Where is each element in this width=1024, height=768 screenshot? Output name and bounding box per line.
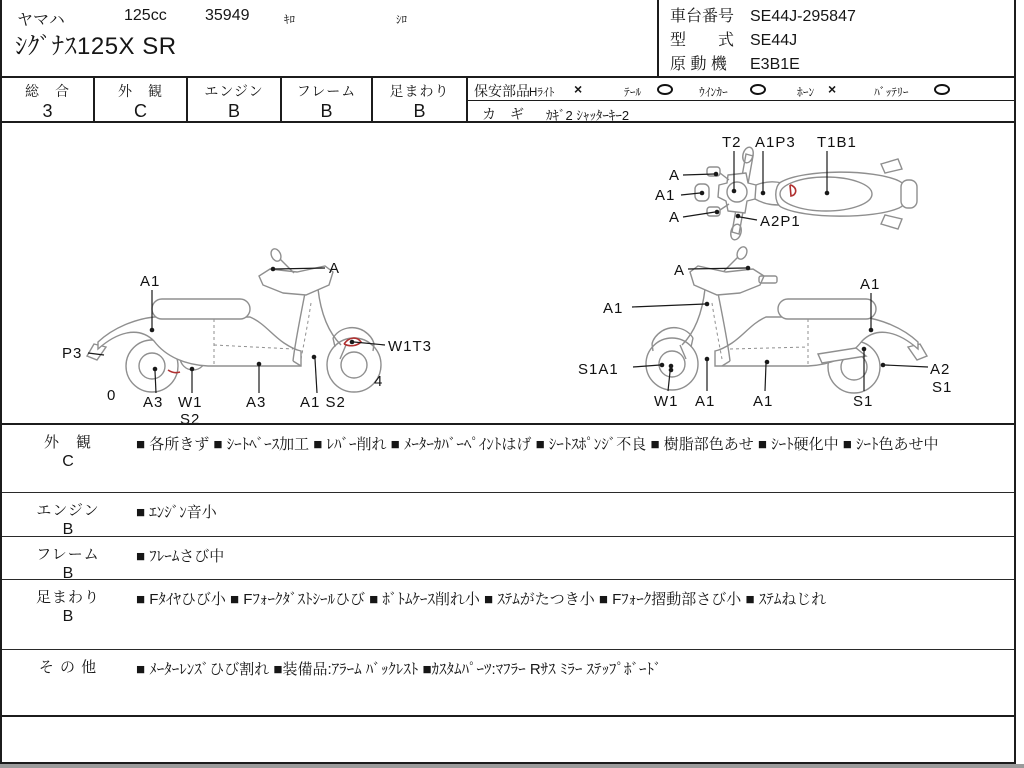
header	[2, 0, 1014, 78]
svg-text:A1: A1	[655, 187, 676, 204]
engine-value: E3B1E	[750, 56, 800, 73]
grade-undercarriage-label: 足まわり	[389, 83, 450, 99]
svg-text:A1: A1	[753, 393, 774, 410]
headlight-mark: ×	[574, 81, 583, 97]
chassis-label: 車台番号	[670, 8, 735, 25]
maker: ヤマハ	[17, 12, 65, 29]
grade-row	[2, 78, 1014, 123]
grade-engine	[188, 78, 282, 123]
diagram-canvas	[2, 123, 1014, 423]
svg-text:S1A1: S1A1	[578, 361, 619, 378]
chassis-row	[670, 5, 856, 29]
row-label: そ の 他	[38, 659, 98, 676]
grade-frame-label: フレーム	[296, 83, 357, 99]
row-label: 外 観	[43, 434, 92, 451]
svg-text:A: A	[674, 262, 686, 279]
row-grade: B	[62, 608, 74, 625]
model-name: ｼｸﾞﾅｽ125X SR	[15, 33, 177, 60]
row-grade: B	[62, 565, 74, 582]
horn-mark: ×	[828, 81, 837, 97]
svg-text:A1P3: A1P3	[755, 134, 796, 151]
vehicle-id-block	[670, 5, 856, 77]
row-grade: B	[62, 521, 74, 538]
grade-overall-label: 総 合	[25, 83, 70, 99]
engine-label: 原 動 機	[670, 56, 727, 73]
mileage: 35949	[205, 7, 250, 24]
svg-text:A3: A3	[143, 394, 164, 411]
condition-row-exterior	[2, 425, 1014, 493]
grade-exterior	[95, 78, 188, 123]
svg-text:T1B1: T1B1	[817, 134, 857, 151]
row-notes: ■ ｴﾝｼﾞﾝ音小	[136, 504, 217, 521]
svg-text:A1 S2: A1 S2	[300, 394, 346, 411]
grade-undercarriage-value: B	[413, 101, 426, 121]
svg-text:A1: A1	[695, 393, 716, 410]
svg-text:A2P1: A2P1	[760, 213, 801, 230]
svg-text:4: 4	[374, 373, 384, 390]
safety-parts-section	[468, 78, 1014, 123]
row-notes: ■ Fﾀｲﾔひび小 ■ Fﾌｫｰｸﾀﾞｽﾄｼｰﾙひび ■ ﾎﾞﾄﾑｹｰｽ削れ小 ■ ｽﾃﾑがたつき小 ■ Fﾌｫｰｸ摺動部さび小 ■ ｽﾃﾑねじれ	[136, 591, 827, 608]
displacement: 125cc	[124, 7, 167, 24]
svg-text:W1T3: W1T3	[388, 338, 433, 355]
winker-mark	[750, 84, 766, 95]
battery-mark	[934, 84, 950, 95]
condition-row-other	[2, 650, 1014, 717]
right-side-view-outline	[646, 245, 927, 393]
condition-table	[2, 425, 1014, 717]
engine-code-row	[670, 53, 856, 77]
svg-text:A1: A1	[860, 276, 881, 293]
svg-text:S2: S2	[180, 411, 201, 423]
body-color: ｼﾛ	[396, 14, 407, 26]
row-label: フレーム	[36, 546, 100, 563]
row-label: 足まわり	[35, 589, 100, 606]
row-grade: C	[62, 453, 74, 470]
svg-text:P3: P3	[62, 345, 83, 362]
grade-engine-value: B	[227, 101, 240, 121]
key-label: カ ギ	[482, 106, 524, 122]
row-notes: ■ ﾌﾚｰﾑさび中	[136, 548, 225, 565]
condition-row-frame	[2, 537, 1014, 580]
grade-undercarriage	[373, 78, 468, 123]
row-notes: ■ ﾒｰﾀｰﾚﾝｽﾞひび割れ ■装備品:ｱﾗｰﾑ ﾊﾞｯｸﾚｽﾄ ■ｶｽﾀﾑﾊﾟｰﾂ:ﾏﾌﾗｰ Rｻｽ ﾐﾗｰ ｽﾃｯﾌﾟﾎﾞｰﾄﾞ	[136, 661, 662, 678]
svg-text:A3: A3	[246, 394, 267, 411]
svg-text:A2: A2	[930, 361, 951, 378]
damage-diagram	[2, 123, 1014, 425]
condition-row-engine	[2, 493, 1014, 537]
type-label: 型 式	[670, 32, 735, 49]
grade-exterior-label: 外 観	[118, 83, 163, 99]
svg-text:0: 0	[107, 387, 117, 404]
top-view-outline	[695, 146, 917, 241]
mileage-unit: ｷﾛ	[284, 14, 295, 26]
svg-text:T2: T2	[722, 134, 742, 151]
grade-frame-value: B	[320, 101, 333, 121]
row-label: エンジン	[36, 502, 100, 519]
grade-exterior-value: C	[134, 101, 147, 121]
grade-frame	[282, 78, 373, 123]
type-row	[670, 29, 856, 53]
scan-edge	[0, 764, 1024, 768]
svg-text:S1: S1	[853, 393, 874, 410]
svg-text:A1: A1	[603, 300, 624, 317]
svg-text:W1: W1	[178, 394, 203, 411]
svg-text:A: A	[669, 209, 681, 226]
svg-text:W1: W1	[654, 393, 679, 410]
safety-parts-title: 保安部品	[474, 83, 530, 99]
grade-overall	[2, 78, 95, 123]
safety-parts-row: 保安部品 Hﾗｲﾄ × ﾃｰﾙ ｳｲﾝｶｰ ﾎｰﾝ × ﾊﾞｯﾃﾘｰ	[468, 78, 1014, 101]
grade-engine-label: エンジン	[204, 83, 264, 99]
header-divider	[657, 0, 659, 78]
svg-text:S1: S1	[932, 379, 953, 396]
grade-overall-value: 3	[42, 101, 53, 121]
condition-row-undercarriage	[2, 580, 1014, 650]
key-row	[468, 101, 1014, 123]
key-value: ｶｷﾞ2 ｼｬｯﾀｰｷｰ2	[546, 108, 630, 123]
svg-text:A: A	[669, 167, 681, 184]
row-notes: ■ 各所きず ■ ｼｰﾄﾍﾞｰｽ加工 ■ ﾚﾊﾞｰ削れ ■ ﾒｰﾀｰｶﾊﾞｰﾍﾟｲﾝﾄはげ ■ ｼｰﾄｽﾎﾟﾝｼﾞ不良 ■ 樹脂部色あせ ■ ｼｰﾄ硬化中 ■ ｼｰﾄ色あせ中	[136, 436, 939, 453]
type-value: SE44J	[750, 32, 798, 49]
svg-text:A: A	[329, 260, 341, 277]
chassis-value: SE44J-295847	[750, 8, 856, 25]
tail-mark	[657, 84, 673, 95]
svg-text:A1: A1	[140, 273, 161, 290]
